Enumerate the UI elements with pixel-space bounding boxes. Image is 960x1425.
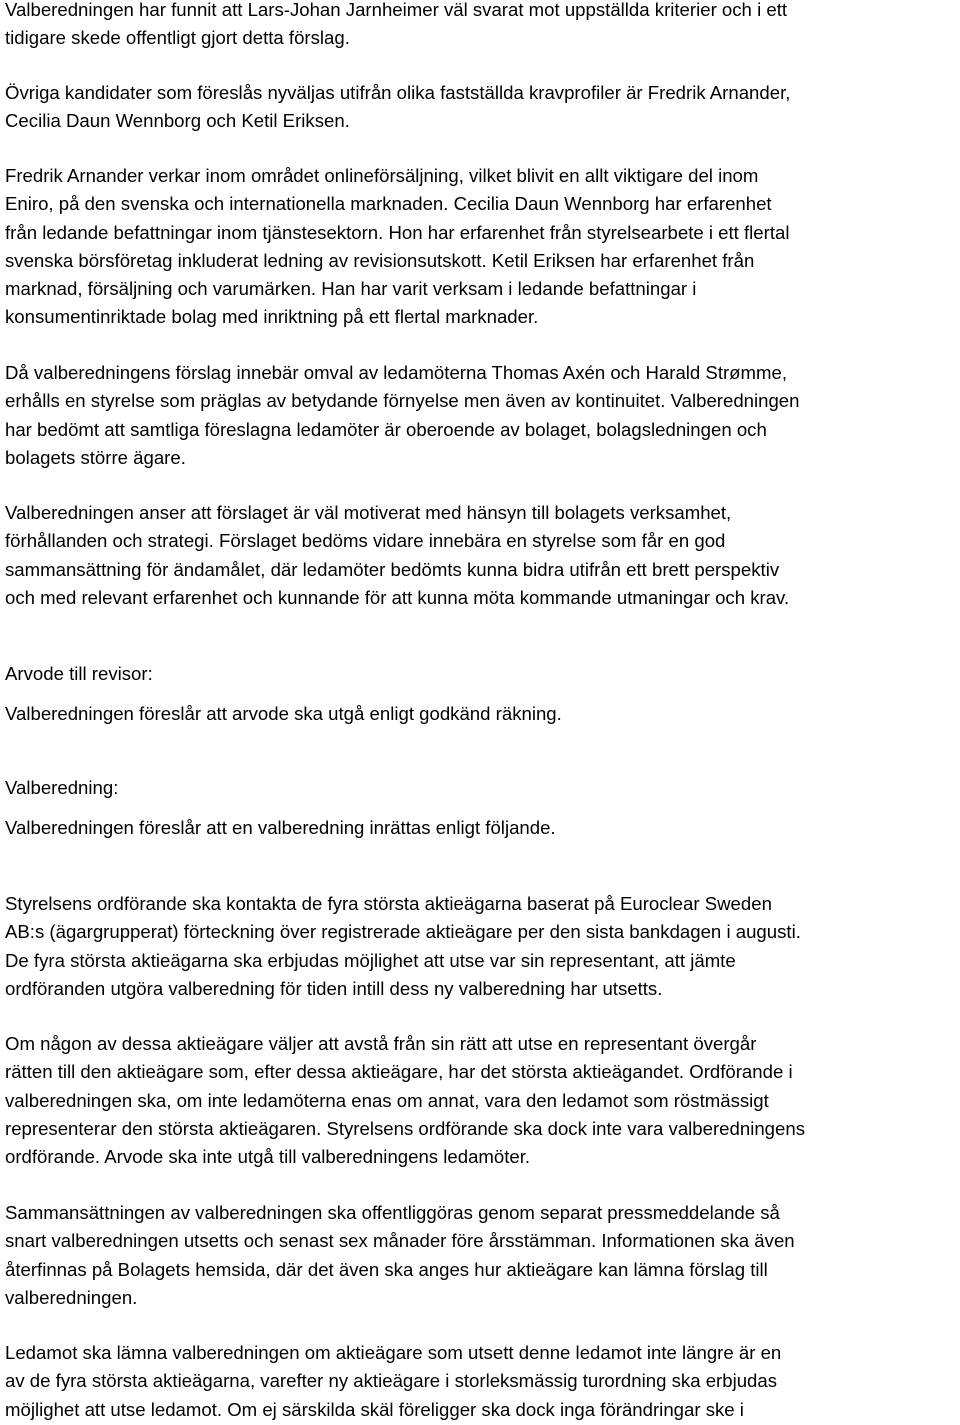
text-line: valberedningen. xyxy=(5,1286,138,1308)
text-line: Valberedningen föreslår att arvode ska utgå enligt godkänd räkning. xyxy=(5,703,562,724)
text-line: erhålls en styrelse som präglas av betydande förnyelse men även av kontinuitet. Valberedningen xyxy=(5,390,800,412)
text-line: Cecilia Daun Wennborg och Ketil Eriksen. xyxy=(5,110,350,132)
text-line: representerar den största aktieägaren. Styrelsens ordförande ska dock inte vara valberedningens xyxy=(5,1117,805,1139)
text-line: ordföranden utgöra valberedning för tiden intill dess ny valberedning har utsetts. xyxy=(5,977,663,999)
text-line: Då valberedningens förslag innebär omval av ledamöterna Thomas Axén och Harald Strømme, xyxy=(5,362,788,383)
text-line: AB:s (ägargrupperat) förteckning över registrerade aktieägare per den sista bankdagen i augusti. xyxy=(5,921,801,943)
paragraph-auditor-fee xyxy=(5,700,955,728)
text-line: rätten till den aktieägare som, efter dessa aktieägare, har det största aktieägandet. Ordförande i xyxy=(5,1061,793,1083)
paragraph-waiver xyxy=(5,1030,955,1171)
paragraph-reelection xyxy=(5,359,955,472)
paragraph-candidate-profiles xyxy=(5,162,955,332)
paragraph-jarnheimer xyxy=(5,0,955,53)
text-line: Fredrik Arnander verkar inom området onlineförsäljning, vilket blivit en allt viktigare del inom xyxy=(5,165,759,186)
text-line: av de fyra största aktieägarna, varefter ny aktieägare i storleksmässig turordning ska erbjudas xyxy=(5,1370,778,1392)
text-line: möjlighet att utse ledamot. Om ej särskilda skäl föreligger ska dock inga förändringar ske i xyxy=(5,1398,744,1420)
paragraph-nomination-committee xyxy=(5,814,955,842)
text-line: Övriga kandidater som föreslås nyväljas utifrån olika fastställda kravprofiler är Fredrik Arnander, xyxy=(5,82,791,103)
text-line: Valberedningen anser att förslaget är väl motiverat med hänsyn till bolagets verksamhet, xyxy=(5,502,732,523)
heading-text: Arvode till revisor: xyxy=(5,663,153,684)
text-line: konsumentinriktade bolag med inriktning på ett flertal marknader. xyxy=(5,306,539,328)
paragraph-motivation xyxy=(5,499,955,612)
text-line: och med relevant erfarenhet och kunnande för att kunna möta kommande utmaningar och krav. xyxy=(5,586,790,608)
paragraph-member-departure xyxy=(5,1339,955,1424)
text-line: snart valberedningen utsetts och senast sex månader före årsstämman. Informationen ska även xyxy=(5,1230,795,1252)
paragraph-other-candidates xyxy=(5,79,955,136)
text-line: Om någon av dessa aktieägare väljer att avstå från sin rätt att utse en representant övergår xyxy=(5,1033,757,1054)
text-line: Sammansättningen av valberedningen ska offentliggöras genom separat pressmeddelande så xyxy=(5,1202,780,1223)
text-line: sammansättning för ändamålet, där ledamöter bedömts kunna bidra utifrån ett brett perspektiv xyxy=(5,558,780,580)
text-line: bolagets större ägare. xyxy=(5,446,186,468)
text-line: förhållanden och strategi. Förslaget bedöms vidare innebära en styrelse som får en god xyxy=(5,530,726,552)
text-line: svenska börsföretag inkluderat ledning av revisionsutskott. Ketil Eriksen har erfarenhet från xyxy=(5,249,755,271)
text-line: återfinnas på Bolagets hemsida, där det även ska anges hur aktieägare kan lämna förslag till xyxy=(5,1258,768,1280)
text-line: Eniro, på den svenska och internationella marknaden. Cecilia Daun Wennborg har erfarenhet xyxy=(5,193,772,215)
text-line: valberedningen ska, om inte ledamöterna enas om annat, vara den ledamot som röstmässigt xyxy=(5,1089,769,1111)
text-line: från ledande befattningar inom tjänstesektorn. Hon har erfarenhet från styrelsearbete i ett flertal xyxy=(5,221,790,243)
text-line: marknad, försäljning och varumärken. Han har varit verksam i ledande befattningar i xyxy=(5,278,697,300)
text-line: Valberedningen har funnit att Lars-Johan Jarnheimer väl svarat mot uppställda kriterier och i ett xyxy=(5,0,788,20)
paragraph-largest-shareholders xyxy=(5,890,955,1003)
text-line: ordförande. Arvode ska inte utgå till valberedningens ledamöter. xyxy=(5,1146,531,1168)
heading-text: Valberedning: xyxy=(5,777,119,798)
section-heading-nomination-committee xyxy=(5,774,955,802)
text-line: De fyra största aktieägarna ska erbjudas möjlighet att utse var sin representant, att jämte xyxy=(5,949,736,971)
text-line: Ledamot ska lämna valberedningen om aktieägare som utsett denne ledamot inte längre är en xyxy=(5,1342,782,1363)
text-line: Valberedningen föreslår att en valberedning inrättas enligt följande. xyxy=(5,817,556,838)
text-line: tidigare skede offentligt gjort detta förslag. xyxy=(5,27,350,49)
section-heading-auditor-fee xyxy=(5,660,955,688)
text-line: Styrelsens ordförande ska kontakta de fyra största aktieägarna baserat på Euroclear Sweden xyxy=(5,893,772,914)
paragraph-publication xyxy=(5,1199,955,1312)
text-line: har bedömt att samtliga föreslagna ledamöter är oberoende av bolaget, bolagsledningen och xyxy=(5,418,767,440)
